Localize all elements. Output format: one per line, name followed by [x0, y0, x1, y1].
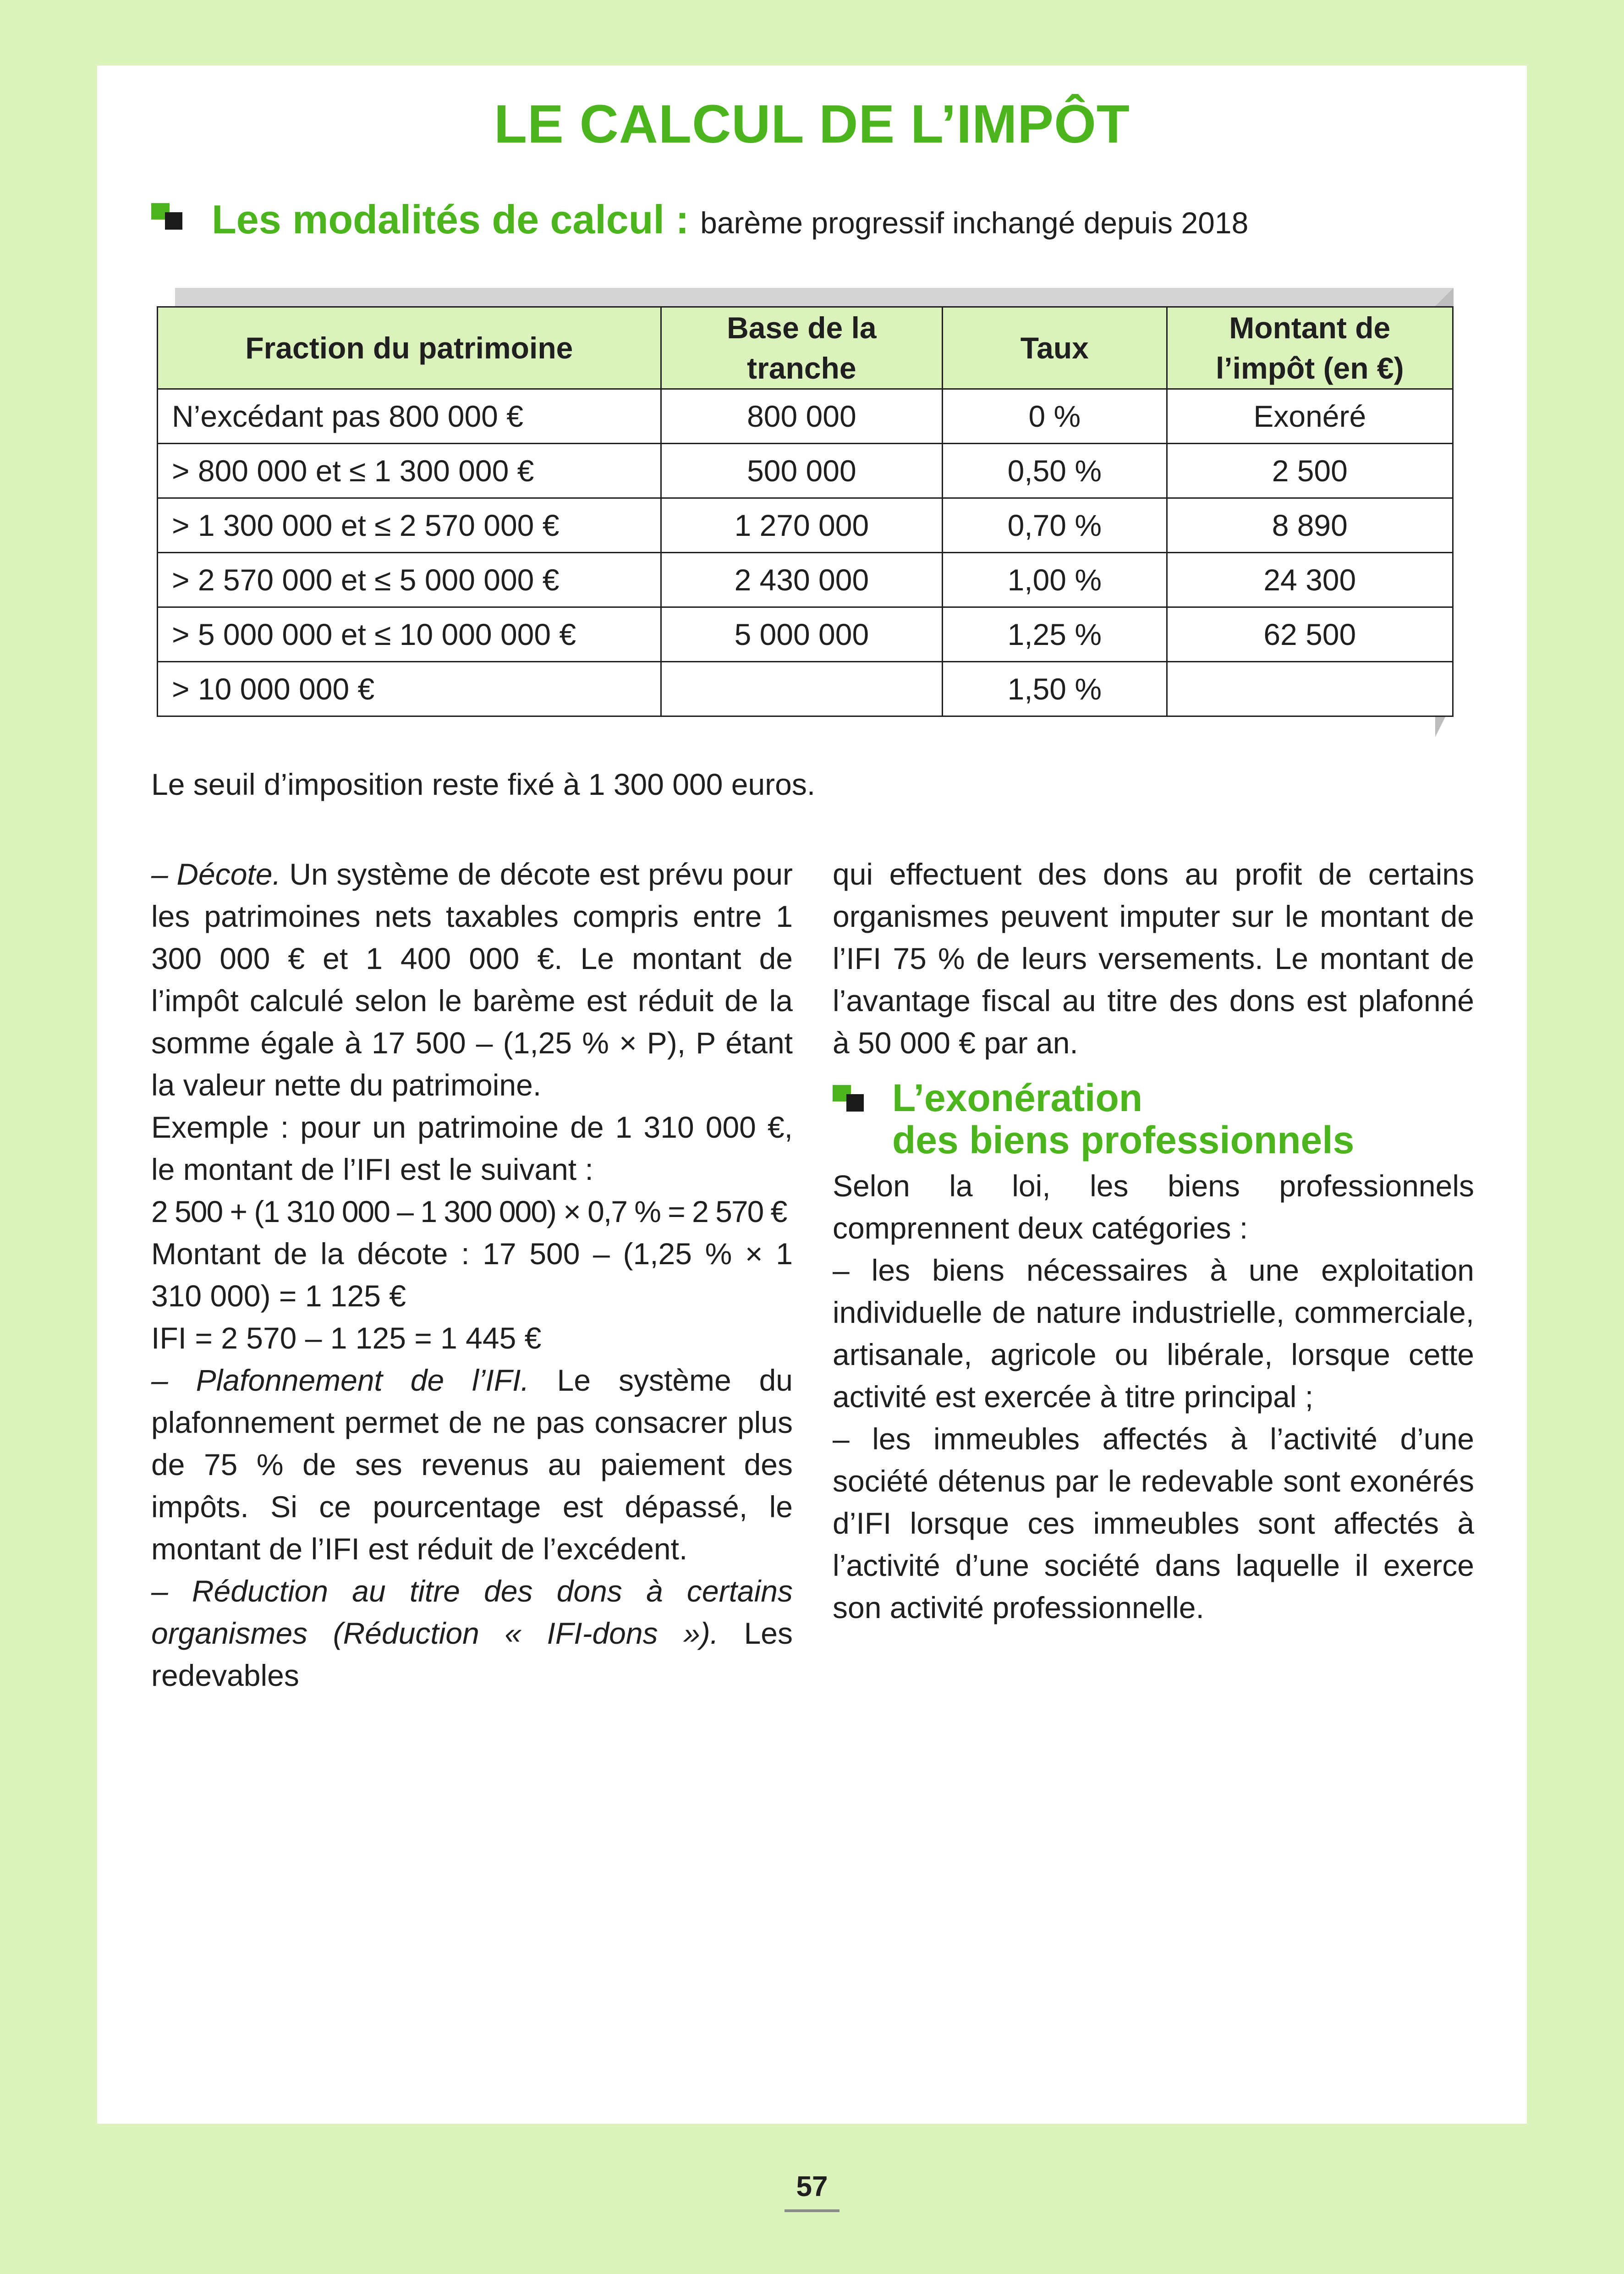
table-row	[158, 444, 1453, 498]
section-subheading: barème progressif inchangé depuis 2018	[700, 206, 1249, 240]
cell-taux: 0,70 %	[943, 498, 1167, 553]
example-calc-3: IFI = 2 570 – 1 125 = 1 445 €	[151, 1321, 542, 1355]
seuil-note: Le seuil d’imposition reste fixé à 1 300 000 euros.	[151, 767, 816, 801]
cell-fraction: > 2 570 000 et ≤ 5 000 000 €	[158, 553, 661, 607]
cell-fraction: > 1 300 000 et ≤ 2 570 000 €	[158, 498, 661, 553]
table-row	[158, 607, 1453, 662]
cell-base	[661, 662, 942, 716]
decote-paragraph	[151, 853, 793, 1106]
cell-montant: 24 300	[1167, 553, 1453, 607]
page-title: LE CALCUL DE L’IMPÔT	[494, 94, 1130, 154]
biens-item-2: – les immeubles affectés à l’activité d’une société détenus par le redevable sont exonérés d’IFI lorsque ces immeubles sont affectés à l’activité d’une société dans laquelle il exerce son activité professionnelle.	[833, 1422, 1474, 1624]
table-header-row	[158, 307, 1453, 389]
section-heading-text: Les modalités de calcul :	[212, 197, 689, 242]
cell-fraction: N’excédant pas 800 000 €	[158, 389, 661, 444]
header-fraction: Fraction du patrimoine	[158, 307, 661, 389]
cell-montant: 8 890	[1167, 498, 1453, 553]
section-heading-line-2: des biens professionnels	[892, 1118, 1355, 1162]
section-heading-calcul	[212, 196, 1248, 243]
decote-term: – Décote.	[151, 857, 281, 891]
cell-base: 2 430 000	[661, 553, 942, 607]
cell-taux: 0 %	[943, 389, 1167, 444]
plafonnement-paragraph	[151, 1359, 793, 1570]
page	[97, 66, 1527, 2124]
table-row	[158, 662, 1453, 716]
left-column	[151, 853, 793, 1696]
plafonnement-term: – Plafonnement de l’IFI.	[151, 1363, 529, 1397]
page-number-underline	[785, 2209, 839, 2212]
header-taux: Taux	[943, 307, 1167, 389]
cell-fraction: > 5 000 000 et ≤ 10 000 000 €	[158, 607, 661, 662]
dons-continuation: qui effectuent des dons au profit de certains organismes peuvent imputer sur le montant de l’IFI 75 % de leurs versements. Le montant de l’avantage fiscal au titre des dons est plafonné à 50 000 € par an.	[833, 857, 1474, 1060]
table-row	[158, 553, 1453, 607]
plafonnement-text: Le système du plafonnement permet de ne pas consacrer plus de 75 % de ses revenus au paiement des impôts. Si ce pourcentage est dépassé, le montant de l’IFI est réduit de l’excédent.	[151, 1363, 793, 1566]
page-number: 57	[796, 2171, 828, 2202]
header-montant: Montant de l’impôt (en €)	[1167, 307, 1453, 389]
right-column	[833, 853, 1474, 1629]
cell-base: 800 000	[661, 389, 942, 444]
bullet-squares-icon	[151, 203, 183, 231]
table-row	[158, 389, 1453, 444]
cell-base: 1 270 000	[661, 498, 942, 553]
cell-taux: 1,50 %	[943, 662, 1167, 716]
example-intro: Exemple : pour un patrimoine de 1 310 000 €, le montant de l’IFI est le suivant :	[151, 1110, 793, 1186]
biens-item-1: – les biens nécessaires à une exploitation individuelle de nature industrielle, commerciale, artisanale, agricole ou libérale, lorsque cette activité est exercée à titre principal ;	[833, 1253, 1474, 1414]
cell-montant	[1167, 662, 1453, 716]
dons-text: Les redevables	[151, 1616, 793, 1692]
table-row	[158, 498, 1453, 553]
decote-text: Un système de décote est prévu pour les patrimoines nets taxables compris entre 1 300 000 € et 1 400 000 €. Le montant de l’impôt calculé selon le barème est réduit de la somme égale à 17 500 – (1,25 % × P), P étant la valeur nette du patrimoine.	[151, 857, 793, 1102]
cell-base: 500 000	[661, 444, 942, 498]
bareme-table-block	[157, 288, 1454, 765]
dons-term: – Réduction au titre des dons à certains organismes (Réduction « IFI-dons »).	[151, 1574, 793, 1650]
section-heading-line-1: L’exonération	[892, 1076, 1143, 1119]
cell-taux: 1,25 %	[943, 607, 1167, 662]
biens-intro: Selon la loi, les biens professionnels comprennent deux catégories :	[833, 1169, 1474, 1245]
cell-fraction: > 10 000 000 €	[158, 662, 661, 716]
cell-fraction: > 800 000 et ≤ 1 300 000 €	[158, 444, 661, 498]
cell-base: 5 000 000	[661, 607, 942, 662]
cell-montant: 2 500	[1167, 444, 1453, 498]
example-calc-2: Montant de la décote : 17 500 – (1,25 % × 1 310 000) = 1 125 €	[151, 1237, 793, 1313]
cell-taux: 1,00 %	[943, 553, 1167, 607]
example-calc-1: 2 500 + (1 310 000 – 1 300 000) × 0,7 % = 2 570 €	[151, 1195, 787, 1228]
bullet-squares-icon	[833, 1085, 865, 1112]
cell-taux: 0,50 %	[943, 444, 1167, 498]
dons-paragraph	[151, 1570, 793, 1696]
cell-montant: Exonéré	[1167, 389, 1453, 444]
section-heading-exoneration	[833, 1077, 1474, 1161]
header-base: Base de la tranche	[661, 307, 942, 389]
cell-montant: 62 500	[1167, 607, 1453, 662]
bareme-table	[157, 306, 1454, 717]
